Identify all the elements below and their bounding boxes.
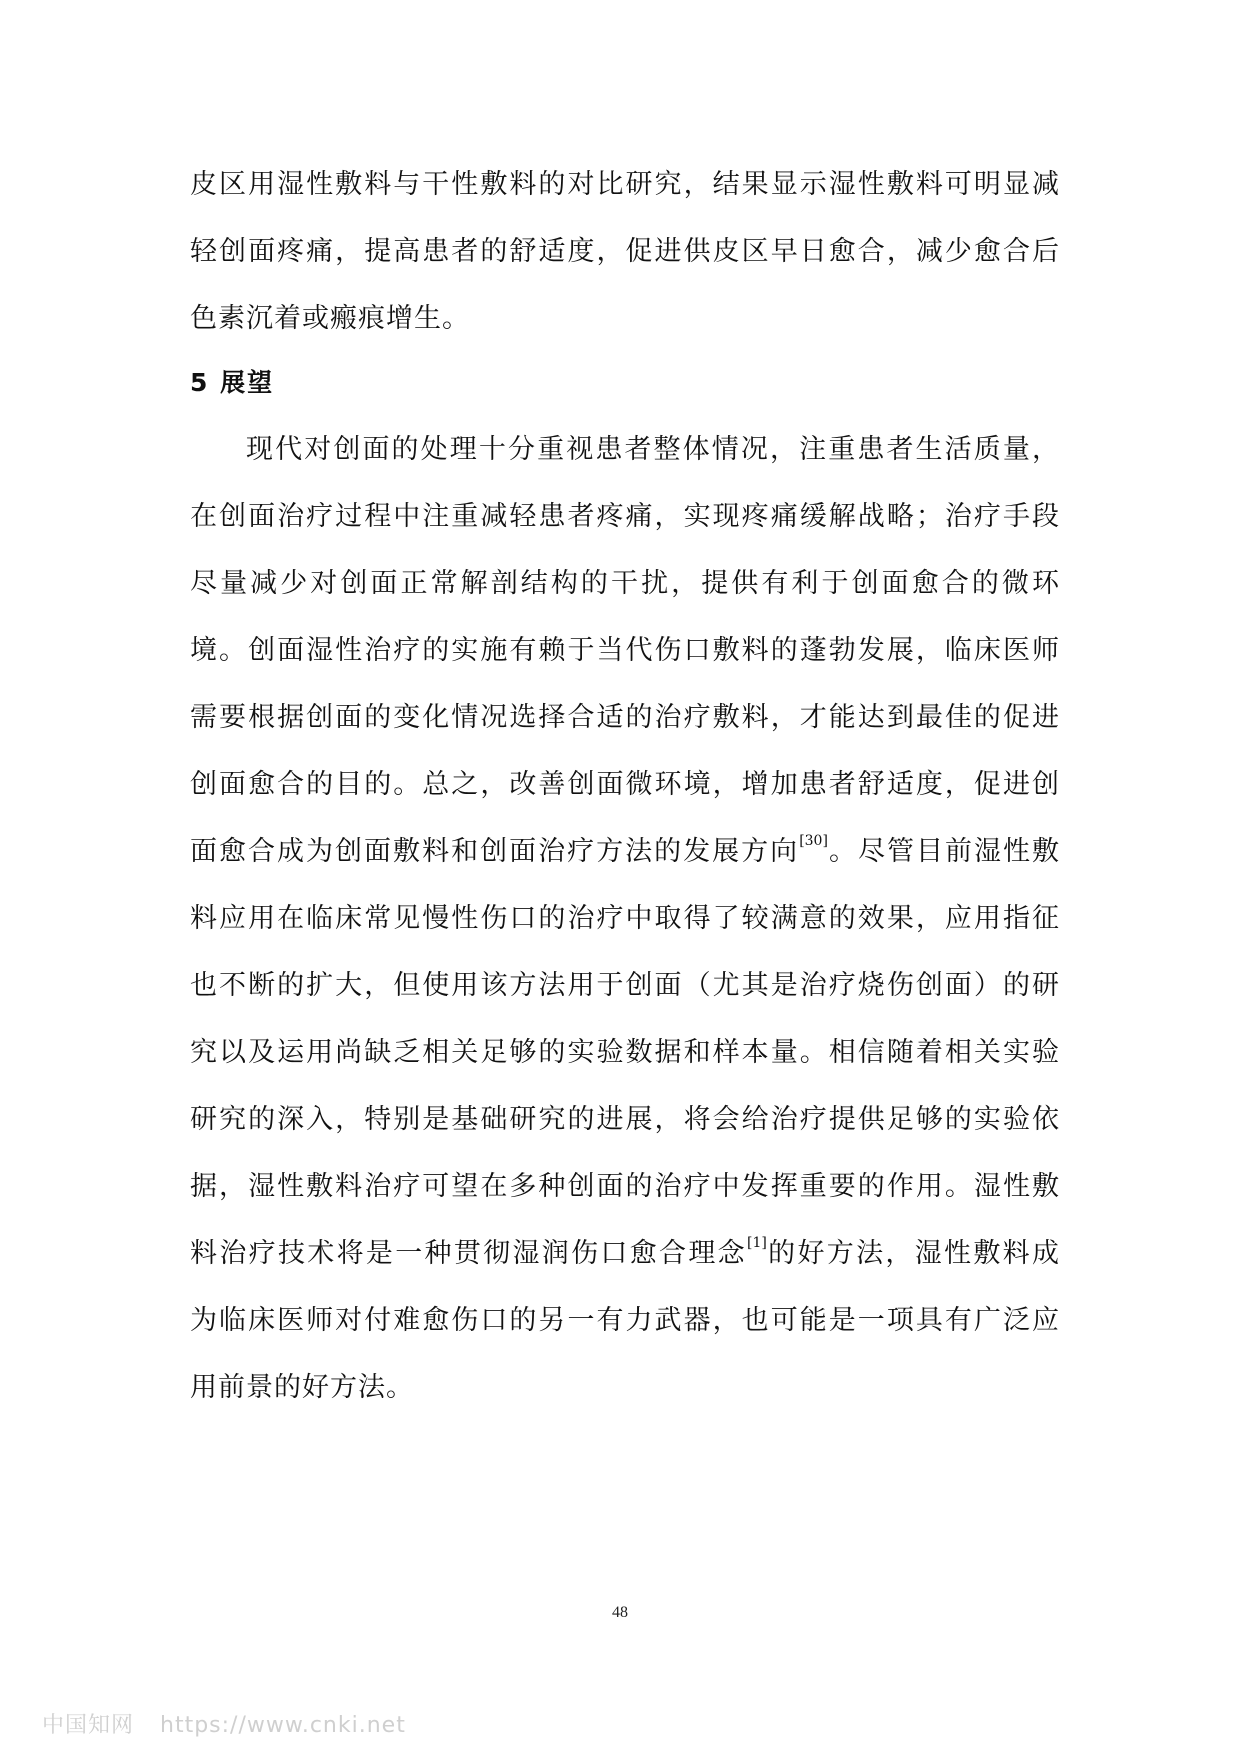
citation-30: [30] — [799, 833, 828, 849]
paragraph-1-line-2: 轻创面疼痛，提高患者的舒适度，促进供皮区早日愈合，减少愈合后 — [190, 236, 1060, 267]
section-heading: 5 展望 — [190, 368, 275, 397]
paragraph-2-line-5: 需要根据创面的变化情况选择合适的治疗敷料，才能达到最佳的促进 — [190, 702, 1060, 733]
line-7-text-before: 面愈合成为创面敷料和创面治疗方法的发展方向 — [190, 836, 800, 867]
paragraph-2-line-6: 创面愈合的目的。总之，改善创面微环境，增加患者舒适度，促进创 — [190, 769, 1060, 800]
page-number: 48 — [612, 1604, 628, 1621]
paragraph-2-line-3: 尽量减少对创面正常解剖结构的干扰，提供有利于创面愈合的微环 — [190, 568, 1060, 599]
paragraph-2-line-9: 也不断的扩大，但使用该方法用于创面（尤其是治疗烧伤创面）的研 — [190, 970, 1060, 1001]
line-13-text-after: 的好方法，湿性敷料成 — [766, 1238, 1061, 1269]
paragraph-2-line-8: 料应用在临床常见慢性伤口的治疗中取得了较满意的效果，应用指征 — [190, 903, 1060, 934]
paragraph-2-line-14: 为临床医师对付难愈伤口的另一有力武器，也可能是一项具有广泛应 — [190, 1305, 1060, 1336]
paragraph-1-line-3: 色素沉着或瘢痕增生。 — [190, 303, 470, 334]
paragraph-2-line-2: 在创面治疗过程中注重减轻患者疼痛，实现疼痛缓解战略；治疗手段 — [190, 501, 1060, 532]
paragraph-2-line-12: 据，湿性敷料治疗可望在多种创面的治疗中发挥重要的作用。湿性敷 — [190, 1171, 1060, 1202]
paragraph-2-line-11: 研究的深入，特别是基础研究的进展，将会给治疗提供足够的实验依 — [190, 1104, 1060, 1135]
line-13-text-before: 料治疗技术将是一种贯彻湿润伤口愈合理念 — [190, 1238, 747, 1269]
paragraph-2-line-15: 用前景的好方法。 — [190, 1372, 414, 1403]
paragraph-1-line-1: 皮区用湿性敷料与干性敷料的对比研究，结果显示湿性敷料可明显减 — [190, 169, 1060, 200]
paragraph-2-line-1: 现代对创面的处理十分重视患者整体情况，注重患者生活质量， — [246, 434, 1060, 465]
line-7-text-after: 。尽管目前湿性敷 — [827, 836, 1061, 867]
cnki-watermark — [42, 1708, 406, 1739]
paragraph-2-line-4: 境。创面湿性治疗的实施有赖于当代伤口敷料的蓬勃发展，临床医师 — [190, 635, 1060, 666]
paragraph-2-line-13 — [190, 1234, 1060, 1274]
paragraph-2-line-7 — [190, 832, 1060, 872]
citation-1: [1] — [747, 1235, 767, 1251]
watermark-logo-text: 中国知网 — [42, 1713, 135, 1738]
watermark-url: https://www.cnki.net — [160, 1713, 406, 1738]
paragraph-2-line-10: 究以及运用尚缺乏相关足够的实验数据和样本量。相信随着相关实验 — [190, 1037, 1060, 1068]
